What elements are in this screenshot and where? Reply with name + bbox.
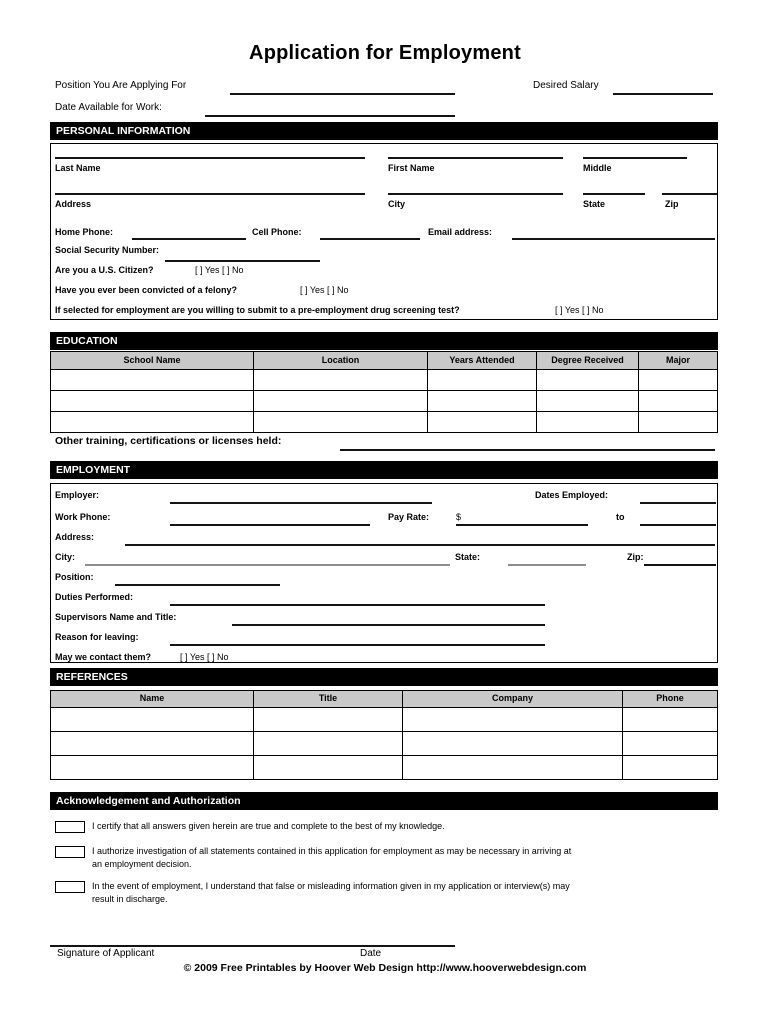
education-cell[interactable] [639,370,717,390]
references-col-title: Title [254,691,403,707]
date-label: Date [360,948,382,959]
education-cell[interactable] [639,412,717,432]
ack-statement-line: an employment decision. [92,859,192,869]
pay-rate-label: Pay Rate: [388,512,430,522]
references-col-phone: Phone [623,691,717,707]
reason-for-leaving-fill[interactable] [170,644,545,646]
employer-zip-label: Zip: [627,552,644,562]
last-name-fill[interactable] [55,157,365,159]
discharge-checkbox[interactable] [55,881,85,893]
references-cell[interactable] [623,756,717,779]
education-col-major: Major [639,352,717,369]
contact-question-label: May we contact them? [55,652,152,662]
references-row [51,731,717,755]
date-available-label: Date Available for Work: [55,102,162,113]
dates-employed-to-label: to [616,512,625,522]
cell-phone-fill[interactable] [320,238,420,240]
home-phone-fill[interactable] [132,238,246,240]
references-col-name: Name [51,691,254,707]
currency-symbol: $ [456,512,462,522]
references-cell[interactable] [403,708,623,731]
section-header-employment: EMPLOYMENT [50,461,718,479]
authorize-checkbox[interactable] [55,846,85,858]
dates-employed-from-fill[interactable] [640,502,716,504]
city-label: City [388,199,406,209]
drug-test-yes-no-options[interactable]: [ ] Yes [ ] No [555,305,604,315]
citizen-question-label: Are you a U.S. Citizen? [55,265,154,275]
references-cell[interactable] [403,756,623,779]
education-cell[interactable] [428,412,537,432]
supervisor-name-title-label: Supervisors Name and Title: [55,612,177,622]
education-cell[interactable] [254,370,428,390]
other-training-fill[interactable] [340,449,715,451]
education-cell[interactable] [639,391,717,411]
employer-zip-fill[interactable] [644,564,716,566]
references-cell[interactable] [403,732,623,755]
position-applying-label: Position You Are Applying For [55,80,187,91]
references-cell[interactable] [254,732,403,755]
education-cell[interactable] [537,370,639,390]
education-col-years-attended: Years Attended [428,352,537,369]
education-row [51,369,717,390]
ack-statement-line: I certify that all answers given herein are true and complete to the best of my knowledge. [92,821,445,831]
city-fill[interactable] [388,193,563,195]
education-row [51,411,717,432]
middle-name-fill[interactable] [583,157,687,159]
citizen-yes-no-options[interactable]: [ ] Yes [ ] No [195,265,244,275]
zip-label: Zip [665,199,679,209]
ack-statement-discharge [92,880,712,906]
education-cell[interactable] [537,412,639,432]
dates-employed-to-fill[interactable] [640,524,716,526]
desired-salary-label: Desired Salary [533,80,599,91]
education-row [51,390,717,411]
contact-yes-no-options[interactable]: [ ] Yes [ ] No [180,652,229,662]
drug-test-question-label: If selected for employment are you willing to submit to a pre-employment drug screening test? [55,305,460,315]
home-phone-label: Home Phone: [55,227,114,237]
ssn-label: Social Security Number: [55,245,160,255]
felony-question-label: Have you ever been convicted of a felony? [55,285,238,295]
education-cell[interactable] [537,391,639,411]
education-cell[interactable] [254,412,428,432]
references-row [51,755,717,779]
other-training-label: Other training, certifications or licenses held: [55,435,282,447]
last-name-label: Last Name [55,163,101,173]
page-title: Application for Employment [249,42,521,64]
position-applying-fill[interactable] [230,93,455,95]
supervisor-name-title-fill[interactable] [232,624,545,626]
work-phone-label: Work Phone: [55,512,111,522]
certify-checkbox[interactable] [55,821,85,833]
address-label: Address [55,199,92,209]
references-header-row [51,691,717,707]
employer-city-label: City: [55,552,75,562]
education-cell[interactable] [428,391,537,411]
ack-statement-authorize [92,845,712,871]
cell-phone-label: Cell Phone: [252,227,302,237]
desired-salary-fill[interactable] [613,93,713,95]
references-row [51,707,717,731]
education-cell[interactable] [254,391,428,411]
education-col-school-name: School Name [51,352,254,369]
employment-box [50,483,718,663]
email-fill[interactable] [512,238,715,240]
references-cell[interactable] [51,756,254,779]
education-table [50,351,718,433]
references-cell[interactable] [51,708,254,731]
middle-name-label: Middle [583,163,612,173]
employer-city-fill[interactable] [85,564,450,566]
date-available-fill[interactable] [205,115,455,117]
email-label: Email address: [428,227,493,237]
employer-fill[interactable] [170,502,432,504]
section-header-acknowledgement: Acknowledgement and Authorization [50,792,718,810]
dates-employed-label: Dates Employed: [535,490,609,500]
position-held-label: Position: [55,572,94,582]
first-name-label: First Name [388,163,435,173]
ack-statement-line: In the event of employment, I understand that false or misleading information given in my application or interview(s) may [92,881,570,891]
employer-address-label: Address: [55,532,95,542]
section-header-references: REFERENCES [50,668,718,686]
references-table [50,690,718,780]
education-cell[interactable] [51,412,254,432]
signature-label: Signature of Applicant [57,948,155,959]
employer-state-fill[interactable] [508,564,586,566]
references-cell[interactable] [254,756,403,779]
employer-address-fill[interactable] [125,544,715,546]
section-header-education: EDUCATION [50,332,718,350]
work-phone-fill[interactable] [170,524,370,526]
signature-fill[interactable] [50,945,455,947]
address-fill[interactable] [55,193,365,195]
ssn-fill[interactable] [165,260,320,262]
education-col-location: Location [254,352,428,369]
education-header-row [51,352,717,369]
education-col-degree-received: Degree Received [537,352,639,369]
references-cell[interactable] [623,732,717,755]
references-cell[interactable] [51,732,254,755]
section-header-personal-information: PERSONAL INFORMATION [50,122,718,140]
references-cell[interactable] [623,708,717,731]
state-fill[interactable] [583,193,645,195]
references-cell[interactable] [254,708,403,731]
ack-statement-line: result in discharge. [92,894,168,904]
copyright-text: © 2009 Free Printables by Hoover Web Design http://www.hooverwebdesign.com [183,962,587,974]
first-name-fill[interactable] [388,157,563,159]
felony-yes-no-options[interactable]: [ ] Yes [ ] No [300,285,349,295]
duties-performed-fill[interactable] [170,604,545,606]
pay-rate-fill[interactable] [456,524,588,526]
employer-state-label: State: [455,552,481,562]
position-held-fill[interactable] [115,584,280,586]
reason-for-leaving-label: Reason for leaving: [55,632,139,642]
employer-label: Employer: [55,490,100,500]
education-cell[interactable] [51,391,254,411]
zip-fill[interactable] [662,193,717,195]
ack-statement-line: I authorize investigation of all statements contained in this application for employment as may be necessary in arriving at [92,846,572,856]
education-cell[interactable] [51,370,254,390]
ack-statement-certify [92,820,712,833]
state-label: State [583,199,606,209]
duties-performed-label: Duties Performed: [55,592,134,602]
references-col-company: Company [403,691,623,707]
education-cell[interactable] [428,370,537,390]
